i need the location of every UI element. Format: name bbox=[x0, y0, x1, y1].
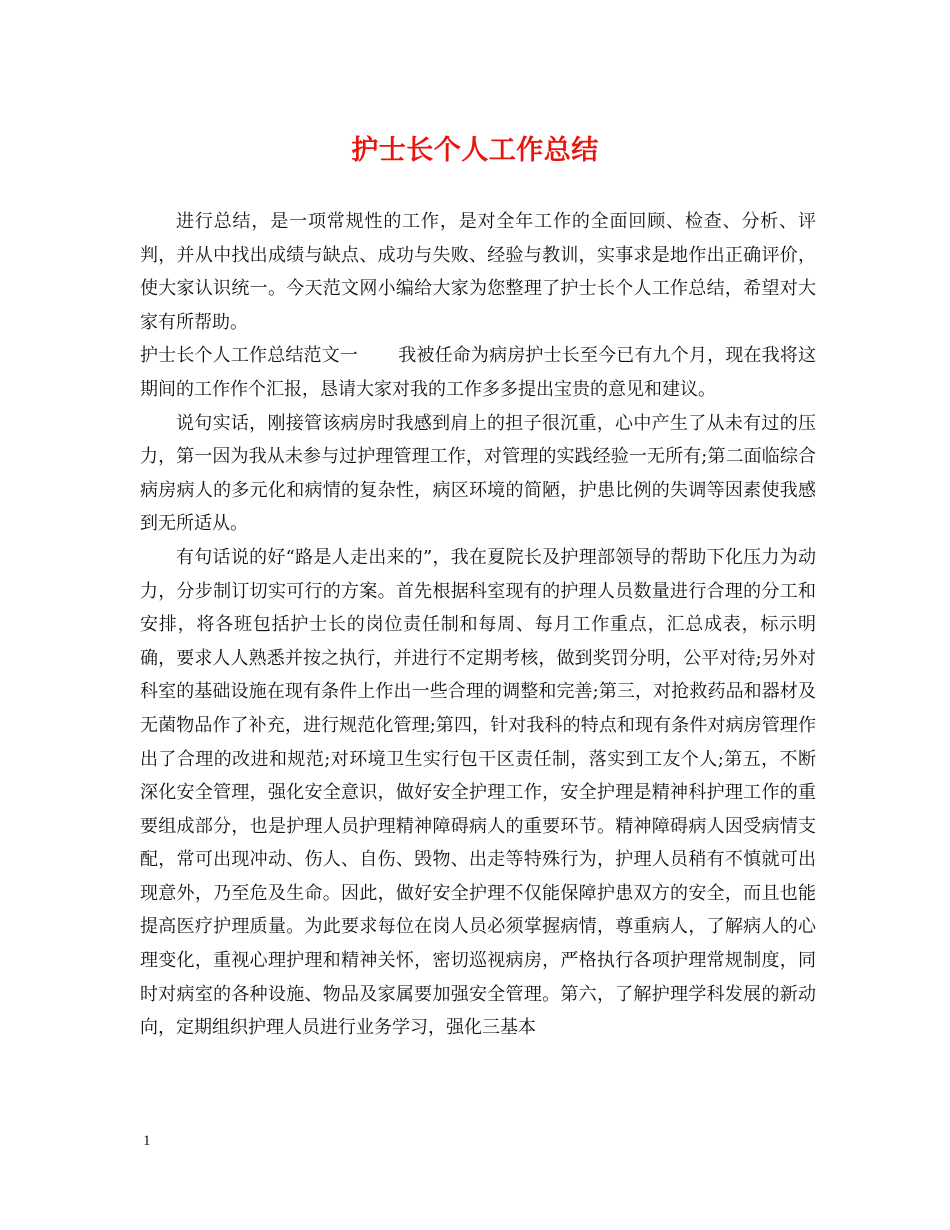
sample-heading: 护士长个人工作总结范文一 bbox=[140, 345, 359, 367]
paragraph-pressure: 说句实话，刚接管该病房时我感到肩上的担子很沉重，心中产生了从未有过的压力，第一因为我从未参与过护理管理工作，对管理的实践经验一无所有;第二面临综合病房病人的多元化和病情的复杂性，病区环境的简陋，护患比例的失调等因素使我感到无所适从。 bbox=[140, 412, 816, 535]
document-body bbox=[140, 205, 816, 1045]
sample-opening: 我被任命为病房护士长至今已有九个月，现在我将这期间的工作作个汇报，恳请大家对我的工作多多提出宝贵的意见和建议。 bbox=[140, 345, 817, 400]
document-title: 护士长个人工作总结 bbox=[351, 135, 599, 166]
paragraph-measures: 有句话说的好“路是人走出来的”，我在夏院长及护理部领导的帮助下化压力为动力，分步制订切实可行的方案。首先根据科室现有的护理人员数量进行合理的分工和安排，将各班包括护士长的岗位责任制和每周、每月工作重点，汇总成表，标示明确，要求人人熟悉并按之执行，并进行不定期考核，做到奖罚分明，公平对待;另外对科室的基础设施在现有条件上作出一些合理的调整和完善;第三，对抢救药品和器材及无菌物品作了补充，进行规范化管理;第四，针对我科的特点和现有条件对病房管理作出了合理的改进和规范;对环境卫生实行包干区责任制，落实到工友个人;第五，不断深化安全管理，强化安全意识，做好安全护理工作，安全护理是精神科护理工作的重要组成部分，也是护理人员护理精神障碍病人的重要环节。精神障碍病人因受病情支配，常可出现冲动、伤人、自伤、毁物、出走等特殊行为，护理人员稍有不慎就可出现意外，乃至危及生命。因此，做好安全护理不仅能保障护患双方的安全，而且也能提高医疗护理质量。为此要求每位在岗人员必须掌握病情，尊重病人，了解病人的心理变化，重视心理护理和精神关怀，密切巡视病房，严格执行各项护理常规制度，同时对病室的各种设施、物品及家属要加强安全管理。第六，了解护理学科发展的新动向，定期组织护理人员进行业务学习，强化三基本 bbox=[140, 546, 816, 1039]
intro-paragraph: 进行总结，是一项常规性的工作，是对全年工作的全面回顾、检查、分析、评判，并从中找出成绩与缺点、成功与失败、经验与教训，实事求是地作出正确评价，使大家认识统一。今天范文网小编给大家为您整理了护士长个人工作总结，希望对大家有所帮助。 bbox=[140, 211, 816, 333]
page-number: 1 bbox=[143, 1133, 151, 1149]
sample-paragraph bbox=[140, 339, 816, 406]
